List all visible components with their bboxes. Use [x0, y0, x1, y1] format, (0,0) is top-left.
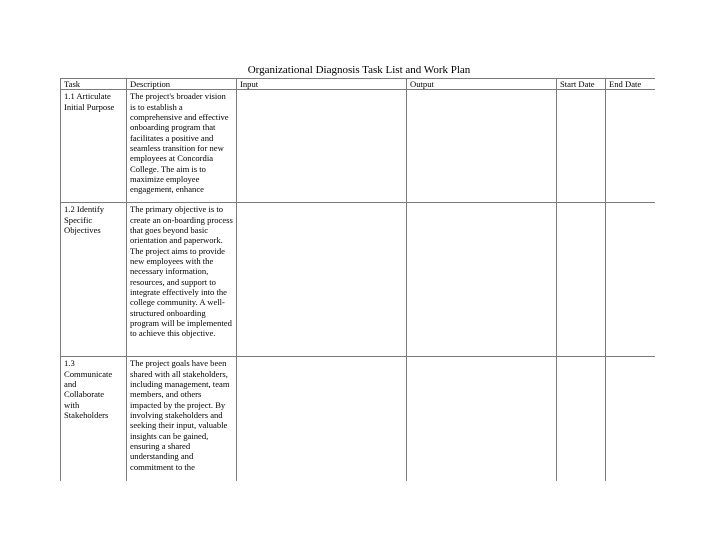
- column-header-end-date: End Date: [606, 79, 656, 90]
- table-header-row: [61, 79, 656, 90]
- task-description: The project's broader vision is to establish a comprehensive and effective onboarding program that facilitates a positive and seamless transition for new employees at Concordia College. The aim is to maximize employee engagement, enhance: [130, 91, 229, 195]
- column-header-input: Input: [237, 79, 407, 90]
- task-cell: [61, 90, 127, 203]
- description-cell: [127, 90, 237, 203]
- end-date-cell: [606, 90, 656, 203]
- table-row: [61, 90, 656, 203]
- end-date-cell: [606, 203, 656, 357]
- start-date-cell: [557, 203, 606, 357]
- input-cell: [237, 203, 407, 357]
- output-cell: [407, 203, 557, 357]
- description-cell: [127, 203, 237, 357]
- start-date-cell: [557, 357, 606, 482]
- task-description: The project goals have been shared with all stakeholders, including management, team members, and others impacted by the project. By involving stakeholders and seeking their input, valuable insights can be gained, ensuring a shared understanding and commitment to the: [130, 358, 230, 472]
- task-cell: [61, 203, 127, 357]
- task-name: 1.2 Identify Specific Objectives: [64, 204, 105, 236]
- work-plan-table: [60, 78, 655, 481]
- table-row: [61, 203, 656, 357]
- document-title: Organizational Diagnosis Task List and Work Plan: [247, 64, 471, 76]
- column-header-description: Description: [127, 79, 237, 90]
- output-cell: [407, 357, 557, 482]
- table-row: [61, 357, 656, 482]
- description-cell: [127, 357, 237, 482]
- task-name: 1.1 Articulate Initial Purpose: [64, 91, 115, 112]
- start-date-cell: [557, 90, 606, 203]
- input-cell: [237, 357, 407, 482]
- task-description: The primary objective is to create an on-boarding process that goes beyond basic orientation and paperwork. The project aims to provide new employees with the necessary information, resources, and support to integrate effectively into the college community. A well-structured onboarding program will be implemented to achieve this objective.: [130, 204, 233, 339]
- column-header-start-date: Start Date: [557, 79, 606, 90]
- column-header-task: Task: [61, 79, 127, 90]
- end-date-cell: [606, 357, 656, 482]
- column-header-output: Output: [407, 79, 557, 90]
- task-cell: [61, 357, 127, 482]
- task-name: 1.3 Communicate and Collaborate with Stakeholders: [64, 358, 113, 421]
- work-plan-table-viewport: [60, 78, 655, 484]
- output-cell: [407, 90, 557, 203]
- input-cell: [237, 90, 407, 203]
